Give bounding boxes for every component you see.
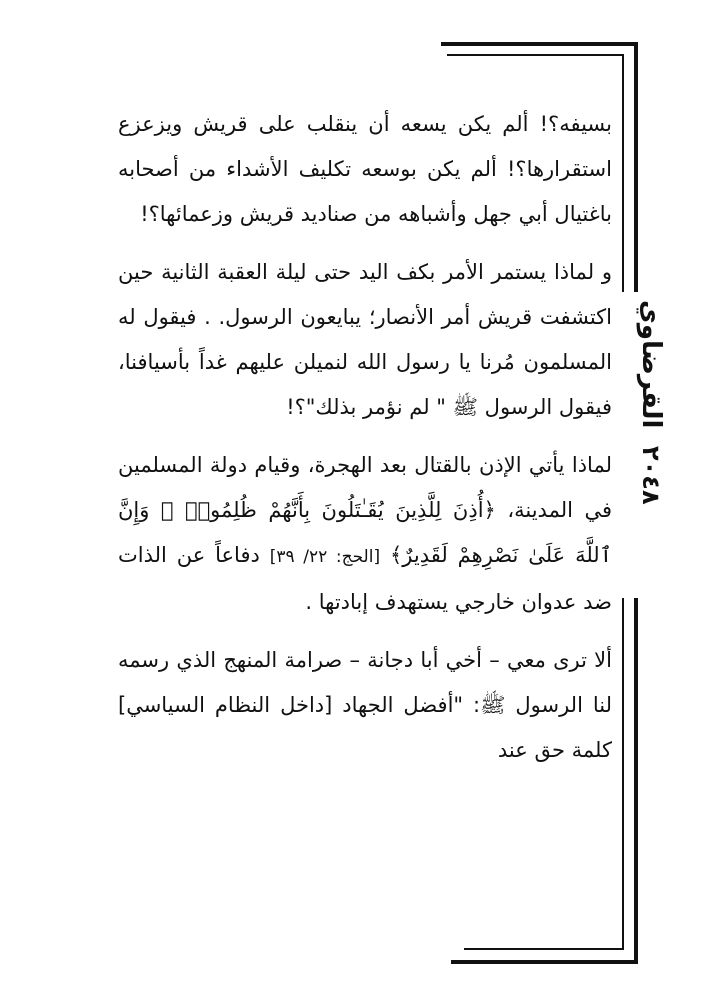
frame-right-outer-top bbox=[634, 42, 638, 292]
frame-top-outer bbox=[441, 42, 637, 46]
body-text bbox=[118, 102, 612, 786]
paragraph-4: ألا ترى معي – أخي أبا دجانة – صرامة المنهج الذي رسمه لنا الرسول ﷺ: "أفضل الجهاد [داخل النظام السياسي] كلمة حق عند bbox=[118, 648, 612, 762]
paragraph-3-tail: دفاعاً عن الذات ضد عدوان خارجي يستهدف إبادتها . bbox=[118, 543, 612, 614]
paragraph-3 bbox=[118, 443, 612, 625]
paragraph-1: بسيفه؟! ألم يكن يسعه أن ينقلب على قريش ويزعزع استقرارها؟! ألم يكن بوسعه تكليف الأشداء من أصحابه باغتيال أبي جهل وأشباهه من صناديد قريش وزعمائها؟! bbox=[118, 112, 612, 226]
book-title: القرضاوي bbox=[636, 300, 666, 429]
frame-right-outer-bottom bbox=[634, 598, 638, 964]
paragraph-2: و لماذا يستمر الأمر بكف اليد حتى ليلة العقبة الثانية حين اكتشفت قريش أمر الأنصار؛ يبايعون الرسول. . فيقول له المسلمون مُرنا يا رسول الله لنميلن عليهم غداً بأسيافنا، فيقول الرسول ﷺ " لم نؤمر بذلك"؟! bbox=[118, 260, 612, 419]
paragraph-3-lead: لماذا يأتي الإذن بالقتال بعد الهجرة، وقيام دولة المسلمين في المدينة، bbox=[118, 453, 612, 522]
frame-top-inner bbox=[447, 54, 624, 56]
page-number: ٢٠٤٨ bbox=[637, 446, 665, 506]
frame-right-inner-top bbox=[622, 54, 624, 292]
frame-bottom-inner bbox=[464, 948, 624, 950]
frame-right-inner-bottom bbox=[622, 598, 624, 950]
frame-bottom-outer bbox=[451, 960, 638, 964]
verse-reference: [الحج: ٢٢/ ٣٩] bbox=[269, 547, 381, 567]
quran-verse: ﴿أُذِنَ لِلَّذِينَ يُقَـٰتَلُونَ بِأَنَّهُمْ ظُلِمُوا۟ ۚ وَإِنَّ ٱللَّهَ عَلَىٰ نَصْرِهِمْ لَقَدِيرٌ﴾ bbox=[118, 498, 612, 567]
running-header bbox=[630, 300, 672, 590]
